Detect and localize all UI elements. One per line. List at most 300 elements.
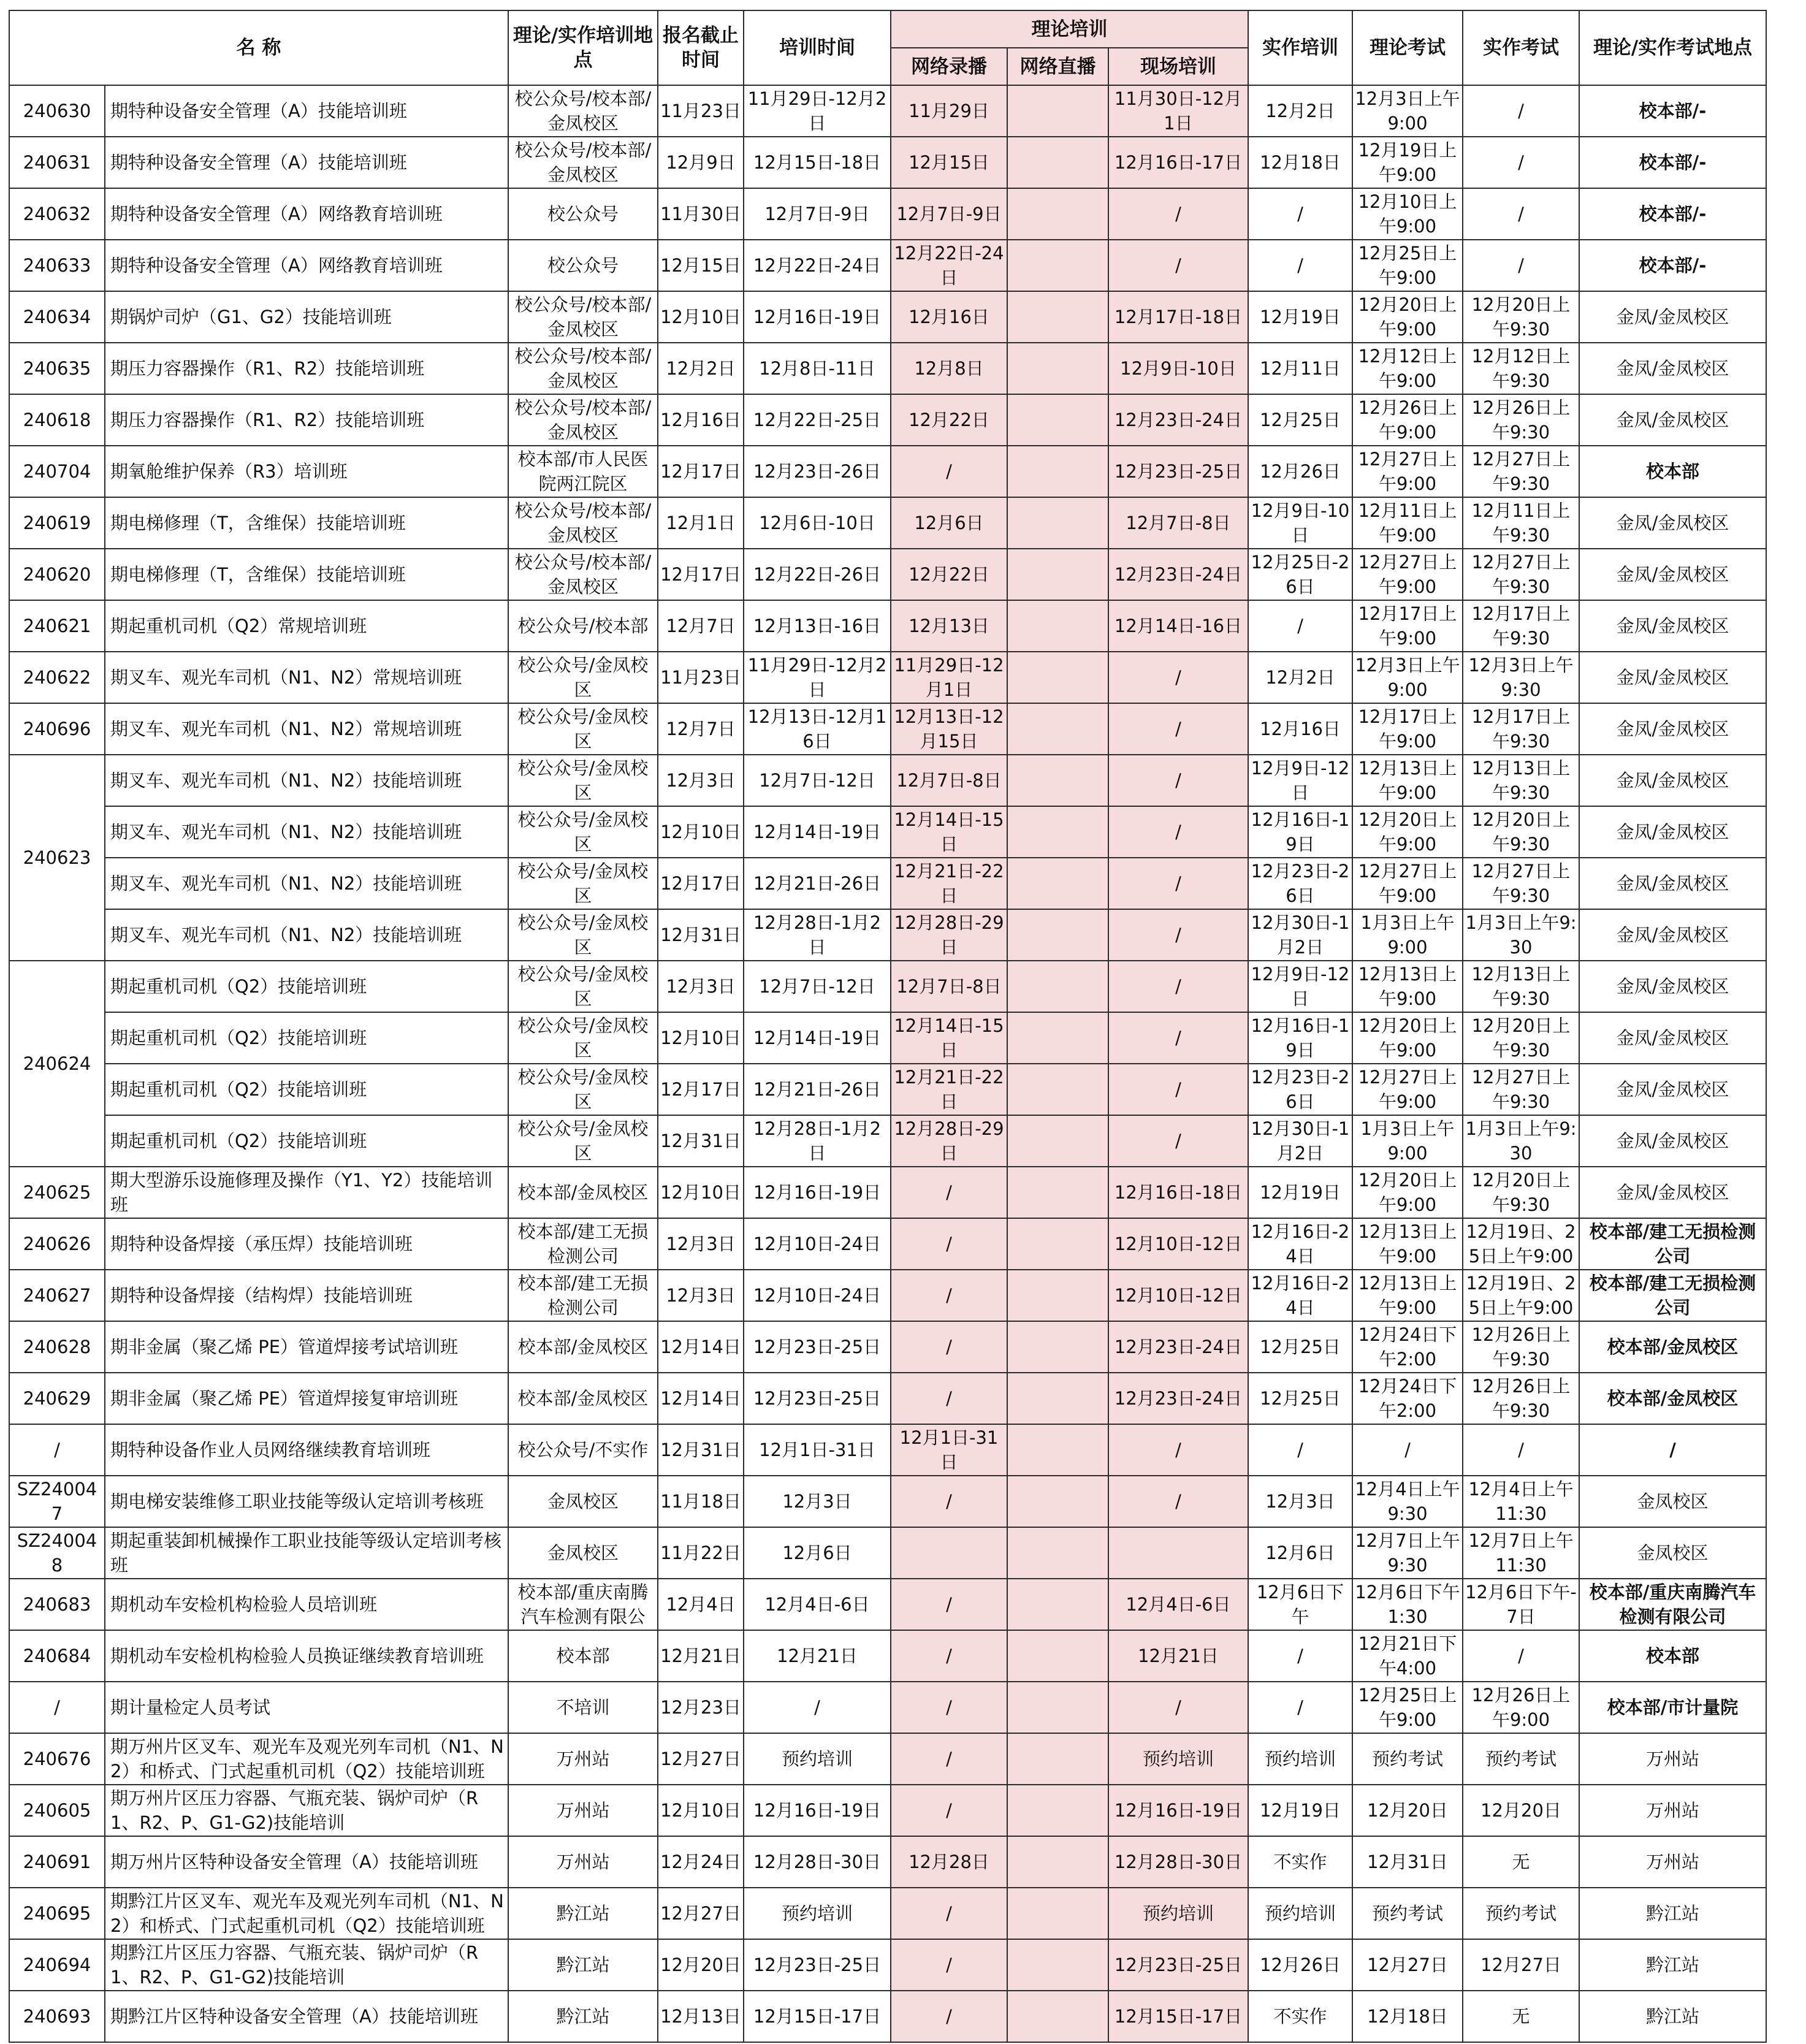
practical-training-cell: 12月25日-26日 (1248, 549, 1352, 600)
practical-training-cell: 12月19日 (1248, 1785, 1352, 1836)
recorded-cell: 12月28日-29日 (891, 1115, 1007, 1167)
recorded-cell: / (891, 1630, 1007, 1682)
training-location-cell: 校公众号/金凤校区 (508, 858, 658, 909)
training-location-cell: 校公众号/校本部/金凤校区 (508, 343, 658, 394)
live-cell (1007, 652, 1108, 703)
class-id-cell: 240635 (9, 343, 105, 394)
table-row (9, 1836, 1766, 1888)
practical-exam-cell: / (1463, 85, 1579, 137)
table-row (9, 394, 1766, 446)
training-period-cell: 12月28日-1月2日 (744, 909, 891, 961)
class-id-cell: 240683 (9, 1579, 105, 1630)
onsite-cell: 12月15日-17日 (1108, 1991, 1248, 2042)
recorded-cell: / (891, 1373, 1007, 1424)
practical-training-cell: 12月16日-24日 (1248, 1218, 1352, 1270)
live-cell (1007, 85, 1108, 137)
exam-location-cell: 金凤校区 (1579, 1527, 1766, 1579)
practical-exam-cell: 12月20日上午9:30 (1463, 806, 1579, 858)
theory-exam-cell: 12月13日上午9:00 (1352, 1218, 1463, 1270)
training-location-cell: 校本部/金凤校区 (508, 1321, 658, 1373)
training-period-cell: 12月15日-17日 (744, 1991, 891, 2042)
class-id-cell: 240626 (9, 1218, 105, 1270)
theory-exam-cell: 12月3日上午9:00 (1352, 85, 1463, 137)
onsite-cell: 12月4日-6日 (1108, 1579, 1248, 1630)
table-row (9, 1424, 1766, 1476)
practical-training-cell: / (1248, 240, 1352, 291)
practical-training-cell: / (1248, 600, 1352, 652)
exam-location-cell: 金凤/金凤校区 (1579, 1064, 1766, 1115)
practical-exam-cell: 12月4日上午11:30 (1463, 1476, 1579, 1527)
course-name-cell: 期叉车、观光车司机（N1、N2）技能培训班 (105, 755, 508, 806)
training-location-cell: 万州站 (508, 1785, 658, 1836)
table-row (9, 1218, 1766, 1270)
deadline-cell: 12月10日 (658, 1785, 744, 1836)
training-period-cell: 12月23日-26日 (744, 446, 891, 497)
recorded-cell: / (891, 1270, 1007, 1321)
onsite-cell: / (1108, 1115, 1248, 1167)
table-row (9, 1991, 1766, 2042)
theory-exam-cell: 12月25日上午9:00 (1352, 1682, 1463, 1733)
theory-exam-cell: 12月19日上午9:00 (1352, 137, 1463, 188)
practical-exam-cell: 12月27日上午9:30 (1463, 858, 1579, 909)
table-row (9, 652, 1766, 703)
practical-exam-cell: 12月20日上午9:30 (1463, 1167, 1579, 1218)
training-location-cell: 校本部 (508, 1630, 658, 1682)
course-name-cell: 期锅炉司炉（G1、G2）技能培训班 (105, 291, 508, 343)
practical-training-cell: 12月30日-1月2日 (1248, 909, 1352, 961)
table-row (9, 1012, 1766, 1064)
header-location: 理论/实作培训地点 (508, 10, 658, 85)
onsite-cell: 12月23日-24日 (1108, 1373, 1248, 1424)
practical-training-cell: 12月2日 (1248, 652, 1352, 703)
onsite-cell: 12月16日-17日 (1108, 137, 1248, 188)
deadline-cell: 12月3日 (658, 1270, 744, 1321)
course-name-cell: 期叉车、观光车司机（N1、N2）常规培训班 (105, 652, 508, 703)
recorded-cell: 12月14日-15日 (891, 1012, 1007, 1064)
course-name-cell: 期压力容器操作（R1、R2）技能培训班 (105, 394, 508, 446)
practical-exam-cell: 12月12日上午9:30 (1463, 343, 1579, 394)
onsite-cell: / (1108, 1424, 1248, 1476)
practical-exam-cell: 12月13日上午9:30 (1463, 755, 1579, 806)
recorded-cell: 12月7日-9日 (891, 188, 1007, 240)
theory-exam-cell: 12月7日上午9:30 (1352, 1527, 1463, 1579)
theory-exam-cell: 12月27日上午9:00 (1352, 446, 1463, 497)
training-location-cell: 金凤校区 (508, 1476, 658, 1527)
exam-location-cell: 黔江站 (1579, 1939, 1766, 1991)
table-row (9, 1527, 1766, 1579)
exam-location-cell: 校本部 (1579, 446, 1766, 497)
class-id-cell: 240693 (9, 1991, 105, 2042)
training-period-cell: 12月13日-12月16日 (744, 703, 891, 755)
exam-location-cell: 金凤/金凤校区 (1579, 600, 1766, 652)
practical-training-cell: 12月16日 (1248, 703, 1352, 755)
exam-location-cell: 金凤/金凤校区 (1579, 858, 1766, 909)
recorded-cell: 11月29日 (891, 85, 1007, 137)
deadline-cell: 12月31日 (658, 1424, 744, 1476)
practical-training-cell: 不实作 (1248, 1836, 1352, 1888)
deadline-cell: 12月2日 (658, 343, 744, 394)
practical-exam-cell: 12月20日上午9:30 (1463, 291, 1579, 343)
exam-location-cell: 校本部/- (1579, 188, 1766, 240)
training-location-cell: 校公众号/金凤校区 (508, 1115, 658, 1167)
onsite-cell: 12月23日-24日 (1108, 394, 1248, 446)
live-cell (1007, 1321, 1108, 1373)
training-location-cell: 校公众号/校本部/金凤校区 (508, 291, 658, 343)
header-deadline: 报名截止时间 (658, 10, 744, 85)
class-id-cell: 240628 (9, 1321, 105, 1373)
exam-location-cell: 金凤/金凤校区 (1579, 703, 1766, 755)
training-location-cell: 万州站 (508, 1836, 658, 1888)
live-cell (1007, 1373, 1108, 1424)
deadline-cell: 11月23日 (658, 652, 744, 703)
recorded-cell: 12月14日-15日 (891, 806, 1007, 858)
course-name-cell: 期起重机司机（Q2）常规培训班 (105, 600, 508, 652)
practical-training-cell: 不实作 (1248, 1991, 1352, 2042)
training-location-cell: 校本部/金凤校区 (508, 1373, 658, 1424)
class-id-cell: 240696 (9, 703, 105, 755)
training-period-cell: 12月22日-26日 (744, 549, 891, 600)
training-period-cell: 预约培训 (744, 1733, 891, 1785)
theory-exam-cell: 12月13日上午9:00 (1352, 1270, 1463, 1321)
onsite-cell: 12月23日-25日 (1108, 1939, 1248, 1991)
training-location-cell: 校公众号/校本部 (508, 600, 658, 652)
live-cell (1007, 394, 1108, 446)
training-location-cell: 校公众号/金凤校区 (508, 806, 658, 858)
recorded-cell: / (891, 1991, 1007, 2042)
practical-training-cell: / (1248, 188, 1352, 240)
deadline-cell: 12月3日 (658, 755, 744, 806)
deadline-cell: 12月10日 (658, 291, 744, 343)
recorded-cell: 11月29日-12月1日 (891, 652, 1007, 703)
training-location-cell: 校公众号 (508, 240, 658, 291)
class-id-cell: 240627 (9, 1270, 105, 1321)
practical-exam-cell: 12月3日上午9:30 (1463, 652, 1579, 703)
exam-location-cell: 金凤/金凤校区 (1579, 909, 1766, 961)
course-name-cell: 期黔江片区特种设备安全管理（A）技能培训班 (105, 1991, 508, 2042)
deadline-cell: 12月1日 (658, 497, 744, 549)
training-location-cell: 校公众号/校本部/金凤校区 (508, 549, 658, 600)
training-period-cell: 11月29日-12月2日 (744, 85, 891, 137)
training-period-cell: 12月10日-24日 (744, 1270, 891, 1321)
training-location-cell: 不培训 (508, 1682, 658, 1733)
header-practical-exam: 实作考试 (1463, 10, 1579, 85)
theory-exam-cell: 12月20日上午9:00 (1352, 291, 1463, 343)
onsite-cell: / (1108, 240, 1248, 291)
onsite-cell: / (1108, 703, 1248, 755)
deadline-cell: 12月7日 (658, 600, 744, 652)
training-period-cell: 12月23日-25日 (744, 1939, 891, 1991)
table-body (9, 85, 1766, 2042)
exam-location-cell: 金凤/金凤校区 (1579, 1167, 1766, 1218)
onsite-cell: 12月21日 (1108, 1630, 1248, 1682)
recorded-cell: / (891, 1939, 1007, 1991)
practical-training-cell: 12月9日-12日 (1248, 961, 1352, 1012)
exam-location-cell: 校本部/- (1579, 137, 1766, 188)
training-location-cell: 校公众号/校本部/金凤校区 (508, 85, 658, 137)
practical-exam-cell: 12月7日上午11:30 (1463, 1527, 1579, 1579)
recorded-cell: 12月7日-8日 (891, 755, 1007, 806)
class-id-cell: 240623 (9, 755, 105, 961)
live-cell (1007, 1836, 1108, 1888)
course-name-cell: 期特种设备安全管理（A）网络教育培训班 (105, 240, 508, 291)
table-row (9, 703, 1766, 755)
practical-exam-cell: / (1463, 240, 1579, 291)
deadline-cell: 12月17日 (658, 549, 744, 600)
onsite-cell: 预约培训 (1108, 1888, 1248, 1939)
recorded-cell: / (891, 1733, 1007, 1785)
course-name-cell: 期电梯安装维修工职业技能等级认定培训考核班 (105, 1476, 508, 1527)
theory-exam-cell: 预约考试 (1352, 1888, 1463, 1939)
recorded-cell: 12月22日 (891, 394, 1007, 446)
practical-exam-cell: 12月6日下午-7日 (1463, 1579, 1579, 1630)
exam-location-cell: 万州站 (1579, 1785, 1766, 1836)
practical-training-cell: 12月23日-26日 (1248, 858, 1352, 909)
theory-exam-cell: 1月3日上午9:00 (1352, 1115, 1463, 1167)
class-id-cell: 240695 (9, 1888, 105, 1939)
practical-training-cell: 12月9日-12日 (1248, 755, 1352, 806)
class-id-cell: 240618 (9, 394, 105, 446)
course-name-cell: 期起重机司机（Q2）技能培训班 (105, 1064, 508, 1115)
theory-exam-cell: 12月24日下午2:00 (1352, 1321, 1463, 1373)
theory-exam-cell: 12月4日上午9:30 (1352, 1476, 1463, 1527)
exam-location-cell: 万州站 (1579, 1733, 1766, 1785)
course-name-cell: 期机动车安检机构检验人员培训班 (105, 1579, 508, 1630)
onsite-cell: / (1108, 1476, 1248, 1527)
training-period-cell: 12月7日-12日 (744, 961, 891, 1012)
onsite-cell: 11月30日-12月1日 (1108, 85, 1248, 137)
practical-exam-cell: 12月20日 (1463, 1785, 1579, 1836)
table-row (9, 1321, 1766, 1373)
live-cell (1007, 549, 1108, 600)
practical-exam-cell: 12月20日上午9:30 (1463, 1012, 1579, 1064)
theory-exam-cell: 12月20日上午9:00 (1352, 1012, 1463, 1064)
practical-training-cell: 预约培训 (1248, 1888, 1352, 1939)
exam-location-cell: 金凤/金凤校区 (1579, 1115, 1766, 1167)
exam-location-cell: 金凤/金凤校区 (1579, 961, 1766, 1012)
training-period-cell: / (744, 1682, 891, 1733)
deadline-cell: 12月13日 (658, 1991, 744, 2042)
exam-location-cell: 黔江站 (1579, 1888, 1766, 1939)
practical-exam-cell: 12月17日上午9:30 (1463, 600, 1579, 652)
practical-exam-cell: / (1463, 1630, 1579, 1682)
live-cell (1007, 1939, 1108, 1991)
class-id-cell: SZ240048 (9, 1527, 105, 1579)
training-period-cell: 12月7日-9日 (744, 188, 891, 240)
practical-training-cell: 12月11日 (1248, 343, 1352, 394)
deadline-cell: 12月17日 (658, 1064, 744, 1115)
onsite-cell: / (1108, 1064, 1248, 1115)
practical-exam-cell: 12月27日上午9:30 (1463, 549, 1579, 600)
live-cell (1007, 1064, 1108, 1115)
table-row (9, 1733, 1766, 1785)
training-period-cell: 12月3日 (744, 1476, 891, 1527)
table-row (9, 806, 1766, 858)
practical-training-cell: 12月2日 (1248, 85, 1352, 137)
exam-location-cell: 金凤校区 (1579, 1476, 1766, 1527)
training-period-cell: 12月14日-19日 (744, 1012, 891, 1064)
exam-location-cell: 校本部/- (1579, 85, 1766, 137)
table-row (9, 1630, 1766, 1682)
deadline-cell: 12月14日 (658, 1321, 744, 1373)
theory-exam-cell: 12月20日上午9:00 (1352, 806, 1463, 858)
header-exam-location: 理论/实作考试地点 (1579, 10, 1766, 85)
table-row (9, 1888, 1766, 1939)
deadline-cell: 12月20日 (658, 1939, 744, 1991)
recorded-cell: 12月21日-22日 (891, 1064, 1007, 1115)
practical-exam-cell: 无 (1463, 1991, 1579, 2042)
practical-training-cell: 12月18日 (1248, 137, 1352, 188)
live-cell (1007, 446, 1108, 497)
training-location-cell: 校公众号/金凤校区 (508, 755, 658, 806)
live-cell (1007, 1888, 1108, 1939)
table-row (9, 85, 1766, 137)
course-name-cell: 期万州片区特种设备安全管理（A）技能培训班 (105, 1836, 508, 1888)
recorded-cell: 12月21日-22日 (891, 858, 1007, 909)
onsite-cell: 12月10日-12日 (1108, 1218, 1248, 1270)
practical-exam-cell: 1月3日上午9:30 (1463, 909, 1579, 961)
deadline-cell: 12月10日 (658, 1167, 744, 1218)
live-cell (1007, 806, 1108, 858)
onsite-cell: 12月17日-18日 (1108, 291, 1248, 343)
training-location-cell: 校本部/建工无损检测公司 (508, 1270, 658, 1321)
onsite-cell: / (1108, 806, 1248, 858)
exam-location-cell: 校本部/重庆南腾汽车检测有限公司 (1579, 1579, 1766, 1630)
training-location-cell: 黔江站 (508, 1991, 658, 2042)
recorded-cell: 12月13日-12月15日 (891, 703, 1007, 755)
table-row (9, 291, 1766, 343)
live-cell (1007, 1991, 1108, 2042)
theory-exam-cell: / (1352, 1424, 1463, 1476)
practical-training-cell: 12月3日 (1248, 1476, 1352, 1527)
live-cell (1007, 1012, 1108, 1064)
deadline-cell: 11月23日 (658, 85, 744, 137)
exam-location-cell: 金凤/金凤校区 (1579, 1012, 1766, 1064)
table-row (9, 1167, 1766, 1218)
live-cell (1007, 1218, 1108, 1270)
exam-location-cell: 校本部/市计量院 (1579, 1682, 1766, 1733)
theory-exam-cell: 12月13日上午9:00 (1352, 961, 1463, 1012)
recorded-cell: / (891, 1888, 1007, 1939)
exam-location-cell: 校本部/金凤校区 (1579, 1321, 1766, 1373)
theory-exam-cell: 12月11日上午9:00 (1352, 497, 1463, 549)
deadline-cell: 12月23日 (658, 1682, 744, 1733)
onsite-cell: 12月9日-10日 (1108, 343, 1248, 394)
training-period-cell: 12月15日-18日 (744, 137, 891, 188)
practical-training-cell: 12月6日下午 (1248, 1579, 1352, 1630)
deadline-cell: 12月3日 (658, 961, 744, 1012)
practical-exam-cell: 12月26日上午9:30 (1463, 1373, 1579, 1424)
live-cell (1007, 240, 1108, 291)
training-location-cell: 黔江站 (508, 1939, 658, 1991)
training-period-cell: 12月22日-25日 (744, 394, 891, 446)
recorded-cell: / (891, 1218, 1007, 1270)
training-location-cell: 校公众号/校本部/金凤校区 (508, 394, 658, 446)
live-cell (1007, 755, 1108, 806)
class-id-cell: 240694 (9, 1939, 105, 1991)
deadline-cell: 11月22日 (658, 1527, 744, 1579)
class-id-cell: / (9, 1424, 105, 1476)
training-period-cell: 12月6日-10日 (744, 497, 891, 549)
theory-exam-cell: 12月3日上午9:00 (1352, 652, 1463, 703)
course-name-cell: 期黔江片区叉车、观光车及观光列车司机（N1、N2）和桥式、门式起重机司机（Q2）技能培训班 (105, 1888, 508, 1939)
course-name-cell: 期非金属（聚乙烯 PE）管道焊接复审培训班 (105, 1373, 508, 1424)
deadline-cell: 12月21日 (658, 1630, 744, 1682)
course-name-cell: 期电梯修理（T，含维保）技能培训班 (105, 549, 508, 600)
practical-exam-cell: 12月26日上午9:00 (1463, 1682, 1579, 1733)
class-id-cell: 240629 (9, 1373, 105, 1424)
table-row (9, 1115, 1766, 1167)
exam-location-cell: 校本部/建工无损检测公司 (1579, 1218, 1766, 1270)
onsite-cell: / (1108, 961, 1248, 1012)
theory-exam-cell: 12月25日上午9:00 (1352, 240, 1463, 291)
exam-location-cell: 校本部/金凤校区 (1579, 1373, 1766, 1424)
course-name-cell: 期特种设备焊接（结构焊）技能培训班 (105, 1270, 508, 1321)
theory-exam-cell: 12月27日上午9:00 (1352, 549, 1463, 600)
table-row (9, 1579, 1766, 1630)
training-location-cell: 校公众号/金凤校区 (508, 1012, 658, 1064)
course-name-cell: 期氧舱维护保养（R3）培训班 (105, 446, 508, 497)
theory-exam-cell: 12月10日上午9:00 (1352, 188, 1463, 240)
theory-exam-cell: 12月6日下午1:30 (1352, 1579, 1463, 1630)
training-location-cell: 校公众号/金凤校区 (508, 961, 658, 1012)
practical-training-cell: 预约培训 (1248, 1733, 1352, 1785)
header-practical: 实作培训 (1248, 10, 1352, 85)
onsite-cell: 预约培训 (1108, 1733, 1248, 1785)
training-period-cell: 预约培训 (744, 1888, 891, 1939)
practical-exam-cell: 预约考试 (1463, 1733, 1579, 1785)
practical-training-cell: 12月9日-10日 (1248, 497, 1352, 549)
course-name-cell: 期叉车、观光车司机（N1、N2）技能培训班 (105, 909, 508, 961)
course-name-cell: 期起重机司机（Q2）技能培训班 (105, 1012, 508, 1064)
training-period-cell: 12月1日-31日 (744, 1424, 891, 1476)
table-header (9, 10, 1766, 85)
theory-exam-cell: 12月26日上午9:00 (1352, 394, 1463, 446)
class-id-cell: 240676 (9, 1733, 105, 1785)
practical-training-cell: 12月26日 (1248, 1939, 1352, 1991)
practical-exam-cell: / (1463, 137, 1579, 188)
training-period-cell: 12月8日-11日 (744, 343, 891, 394)
practical-exam-cell: 12月27日上午9:30 (1463, 1064, 1579, 1115)
live-cell (1007, 961, 1108, 1012)
deadline-cell: 12月3日 (658, 1218, 744, 1270)
course-name-cell: 期叉车、观光车司机（N1、N2）技能培训班 (105, 858, 508, 909)
deadline-cell: 12月24日 (658, 1836, 744, 1888)
table-row (9, 1939, 1766, 1991)
course-name-cell: 期叉车、观光车司机（N1、N2）技能培训班 (105, 806, 508, 858)
table-row (9, 1476, 1766, 1527)
training-period-cell: 12月16日-19日 (744, 1785, 891, 1836)
theory-exam-cell: 预约考试 (1352, 1733, 1463, 1785)
onsite-cell: / (1108, 188, 1248, 240)
exam-location-cell: 黔江站 (1579, 1991, 1766, 2042)
course-name-cell: 期计量检定人员考试 (105, 1682, 508, 1733)
live-cell (1007, 1527, 1108, 1579)
course-name-cell: 期电梯修理（T，含维保）技能培训班 (105, 497, 508, 549)
training-location-cell: 校公众号/校本部/金凤校区 (508, 497, 658, 549)
training-location-cell: 校公众号/金凤校区 (508, 652, 658, 703)
deadline-cell: 12月10日 (658, 1012, 744, 1064)
class-id-cell: 240691 (9, 1836, 105, 1888)
recorded-cell: / (891, 1682, 1007, 1733)
table-row (9, 909, 1766, 961)
theory-exam-cell: 12月21日下午4:00 (1352, 1630, 1463, 1682)
live-cell (1007, 600, 1108, 652)
deadline-cell: 12月31日 (658, 1115, 744, 1167)
training-period-cell: 12月21日 (744, 1630, 891, 1682)
practical-exam-cell: / (1463, 1424, 1579, 1476)
training-period-cell: 12月13日-16日 (744, 600, 891, 652)
training-period-cell: 12月23日-25日 (744, 1373, 891, 1424)
